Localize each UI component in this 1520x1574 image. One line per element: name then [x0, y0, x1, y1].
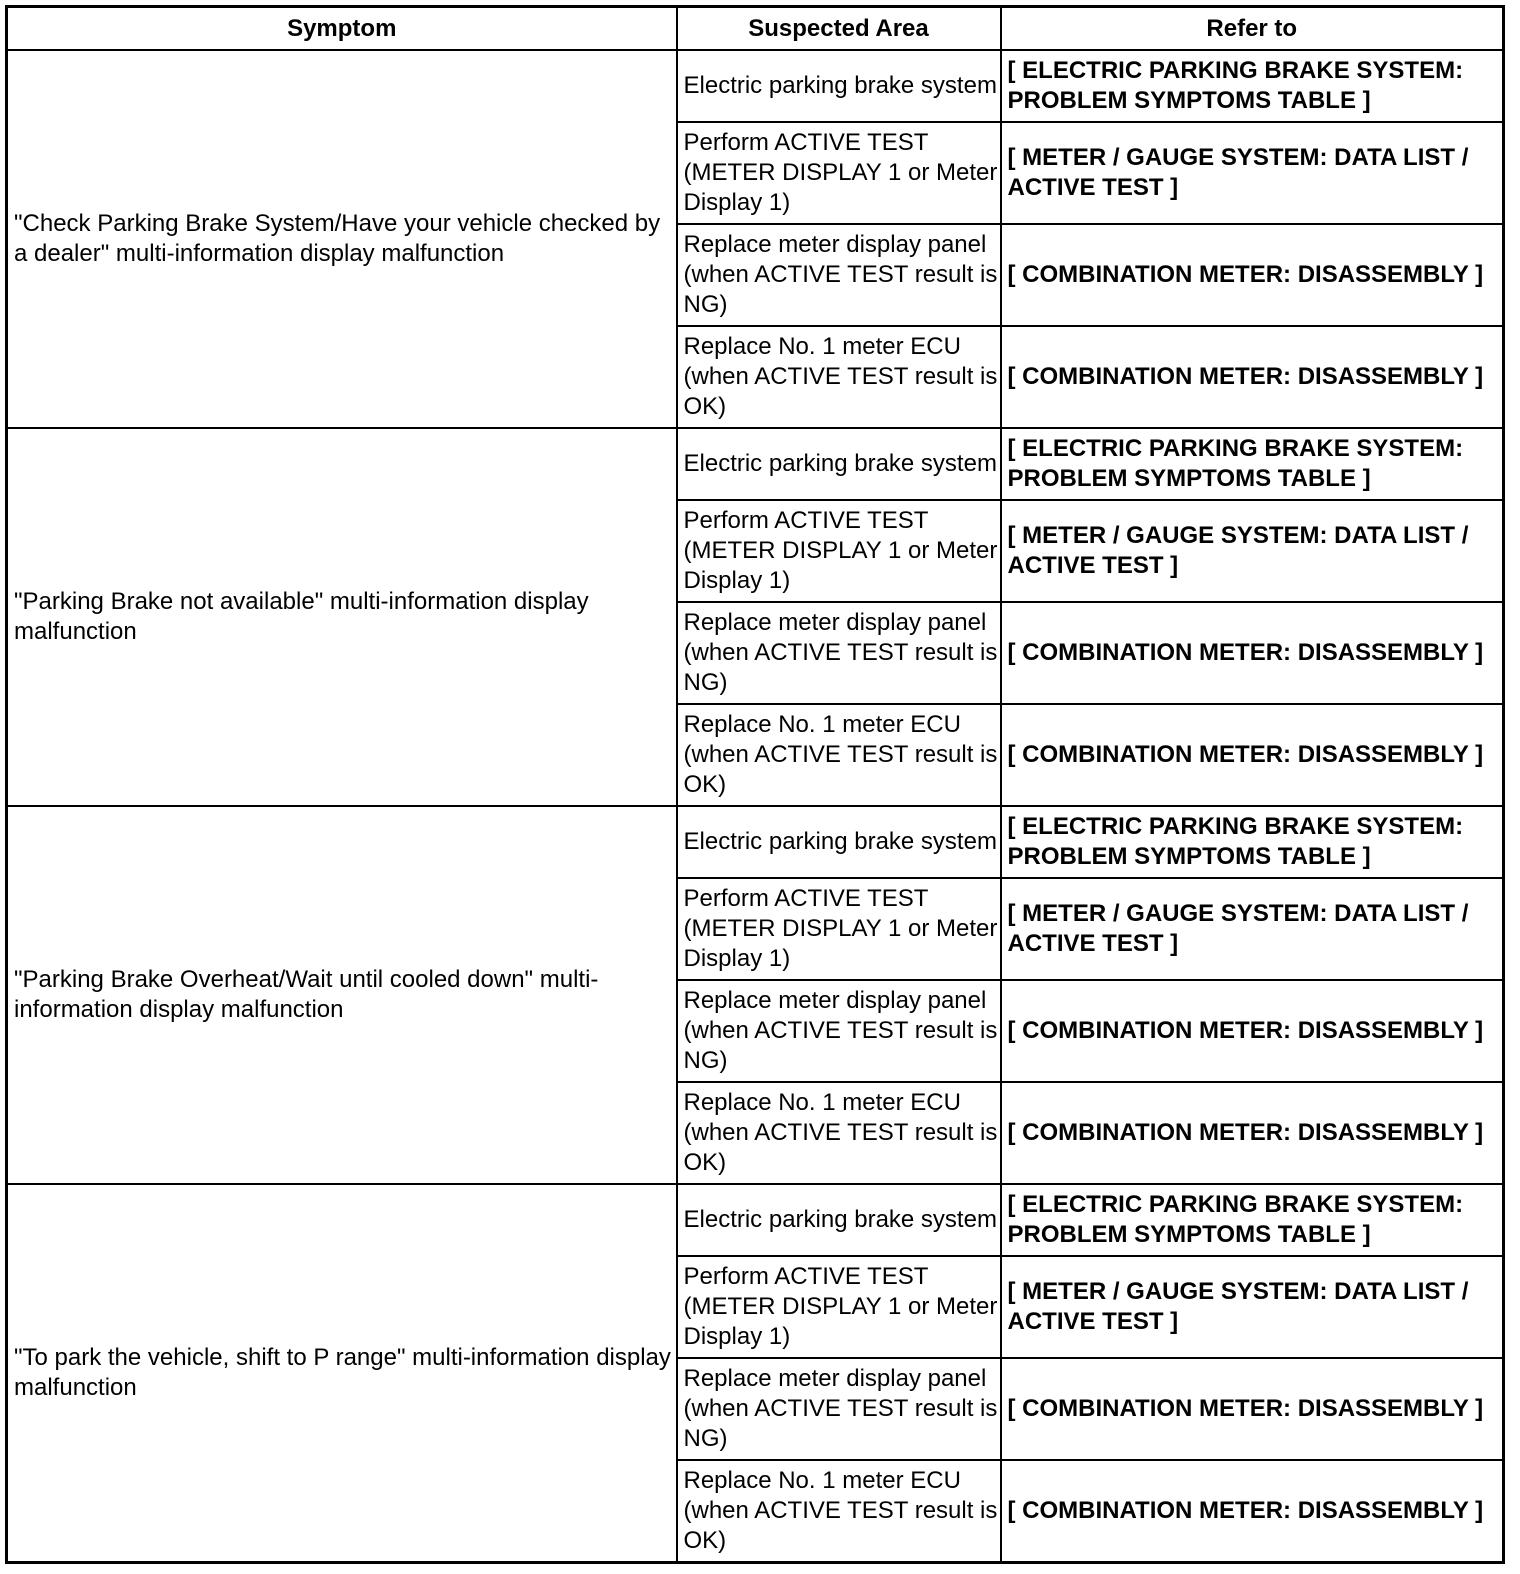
header-suspected-area: Suspected Area [677, 7, 1001, 51]
suspected-area-cell: Replace No. 1 meter ECU (when ACTIVE TEST result is OK) [677, 1460, 1001, 1563]
header-refer-to: Refer to [1001, 7, 1504, 51]
refer-to-link[interactable]: [ METER / GAUGE SYSTEM: DATA LIST / ACTIVE TEST ] [1001, 500, 1504, 602]
refer-to-link[interactable]: [ COMBINATION METER: DISASSEMBLY ] [1001, 602, 1504, 704]
suspected-area-cell: Electric parking brake system [677, 428, 1001, 500]
header-row [7, 7, 1504, 51]
refer-to-link[interactable]: [ COMBINATION METER: DISASSEMBLY ] [1001, 1460, 1504, 1563]
suspected-area-cell: Electric parking brake system [677, 806, 1001, 878]
header-symptom: Symptom [7, 7, 677, 51]
suspected-area-cell: Perform ACTIVE TEST (METER DISPLAY 1 or Meter Display 1) [677, 1256, 1001, 1358]
suspected-area-cell: Perform ACTIVE TEST (METER DISPLAY 1 or Meter Display 1) [677, 122, 1001, 224]
suspected-area-cell: Replace No. 1 meter ECU (when ACTIVE TEST result is OK) [677, 704, 1001, 806]
refer-to-link[interactable]: [ COMBINATION METER: DISASSEMBLY ] [1001, 1082, 1504, 1184]
refer-to-link[interactable]: [ METER / GAUGE SYSTEM: DATA LIST / ACTIVE TEST ] [1001, 878, 1504, 980]
refer-to-link[interactable]: [ COMBINATION METER: DISASSEMBLY ] [1001, 224, 1504, 326]
symptom-cell: "Check Parking Brake System/Have your vehicle checked by a dealer" multi-information display malfunction [7, 50, 677, 428]
refer-to-link[interactable]: [ METER / GAUGE SYSTEM: DATA LIST / ACTIVE TEST ] [1001, 122, 1504, 224]
table-row [7, 428, 1504, 500]
refer-to-link[interactable]: [ COMBINATION METER: DISASSEMBLY ] [1001, 1358, 1504, 1460]
suspected-area-cell: Replace meter display panel (when ACTIVE TEST result is NG) [677, 980, 1001, 1082]
suspected-area-cell: Perform ACTIVE TEST (METER DISPLAY 1 or Meter Display 1) [677, 500, 1001, 602]
symptom-cell: "Parking Brake not available" multi-information display malfunction [7, 428, 677, 806]
suspected-area-cell: Replace meter display panel (when ACTIVE TEST result is NG) [677, 224, 1001, 326]
refer-to-link[interactable]: [ COMBINATION METER: DISASSEMBLY ] [1001, 326, 1504, 428]
table-row [7, 1184, 1504, 1256]
suspected-area-cell: Perform ACTIVE TEST (METER DISPLAY 1 or Meter Display 1) [677, 878, 1001, 980]
refer-to-link[interactable]: [ COMBINATION METER: DISASSEMBLY ] [1001, 980, 1504, 1082]
refer-to-link[interactable]: [ ELECTRIC PARKING BRAKE SYSTEM: PROBLEM SYMPTOMS TABLE ] [1001, 806, 1504, 878]
suspected-area-cell: Replace meter display panel (when ACTIVE TEST result is NG) [677, 1358, 1001, 1460]
refer-to-link[interactable]: [ METER / GAUGE SYSTEM: DATA LIST / ACTIVE TEST ] [1001, 1256, 1504, 1358]
refer-to-link[interactable]: [ COMBINATION METER: DISASSEMBLY ] [1001, 704, 1504, 806]
symptom-cell: "Parking Brake Overheat/Wait until cooled down" multi-information display malfunction [7, 806, 677, 1184]
refer-to-link[interactable]: [ ELECTRIC PARKING BRAKE SYSTEM: PROBLEM SYMPTOMS TABLE ] [1001, 1184, 1504, 1256]
refer-to-link[interactable]: [ ELECTRIC PARKING BRAKE SYSTEM: PROBLEM SYMPTOMS TABLE ] [1001, 50, 1504, 122]
symptom-cell: "To park the vehicle, shift to P range" multi-information display malfunction [7, 1184, 677, 1563]
suspected-area-cell: Replace No. 1 meter ECU (when ACTIVE TEST result is OK) [677, 326, 1001, 428]
table-row [7, 806, 1504, 878]
suspected-area-cell: Electric parking brake system [677, 1184, 1001, 1256]
suspected-area-cell: Electric parking brake system [677, 50, 1001, 122]
suspected-area-cell: Replace No. 1 meter ECU (when ACTIVE TEST result is OK) [677, 1082, 1001, 1184]
table-row [7, 50, 1504, 122]
problem-symptoms-table [5, 5, 1505, 1564]
refer-to-link[interactable]: [ ELECTRIC PARKING BRAKE SYSTEM: PROBLEM SYMPTOMS TABLE ] [1001, 428, 1504, 500]
suspected-area-cell: Replace meter display panel (when ACTIVE TEST result is NG) [677, 602, 1001, 704]
